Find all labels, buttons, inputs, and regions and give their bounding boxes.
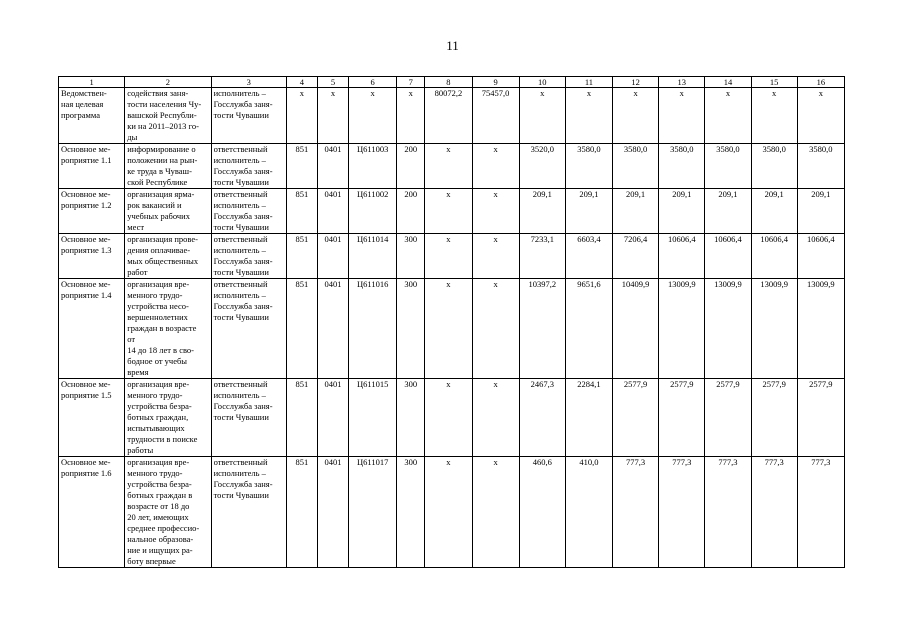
status-cell (59, 457, 125, 568)
value-cell: 7206,4 (613, 234, 659, 279)
column-header: 14 (705, 77, 751, 88)
value-cell: 777,3 (705, 457, 751, 568)
column-header: 16 (797, 77, 844, 88)
value-cell: 209,1 (519, 189, 565, 234)
value-cell: х (397, 88, 425, 144)
cell-text: ответственный исполнитель – Госслужба заня- тости Чувашии (213, 234, 273, 277)
column-header: 8 (425, 77, 472, 88)
value-cell: 3520,0 (519, 144, 565, 189)
value-cell: 2577,9 (797, 379, 844, 457)
value-cell: Ц611017 (349, 457, 397, 568)
value-cell: Ц611014 (349, 234, 397, 279)
cell-text: Основное ме- роприятие 1.4 (61, 279, 112, 300)
value-cell: 777,3 (659, 457, 705, 568)
value-cell: 209,1 (659, 189, 705, 234)
value-cell: Ц611016 (349, 279, 397, 379)
value-cell: 0401 (317, 189, 348, 234)
table-body (59, 77, 845, 568)
cell-text: Ведомствен- ная целевая программа (61, 88, 107, 120)
column-header: 9 (472, 77, 519, 88)
cell-text: Основное ме- роприятие 1.3 (61, 234, 112, 255)
name-cell (125, 457, 211, 568)
value-cell: 851 (286, 457, 317, 568)
value-cell: 209,1 (797, 189, 844, 234)
value-cell: 2577,9 (751, 379, 797, 457)
value-cell: х (613, 88, 659, 144)
status-cell (59, 379, 125, 457)
value-cell: 777,3 (613, 457, 659, 568)
value-cell: 300 (397, 279, 425, 379)
status-cell (59, 279, 125, 379)
value-cell: 3580,0 (613, 144, 659, 189)
value-cell: х (472, 379, 519, 457)
value-cell: х (659, 88, 705, 144)
value-cell: 300 (397, 234, 425, 279)
column-header: 12 (613, 77, 659, 88)
budget-table (58, 76, 845, 568)
value-cell: х (565, 88, 612, 144)
value-cell: 2577,9 (705, 379, 751, 457)
value-cell: 0401 (317, 379, 348, 457)
column-header: 2 (125, 77, 211, 88)
value-cell: х (425, 379, 472, 457)
column-header: 6 (349, 77, 397, 88)
value-cell: 13009,9 (659, 279, 705, 379)
table-row (59, 88, 845, 144)
executor-cell (211, 189, 286, 234)
value-cell: 200 (397, 144, 425, 189)
value-cell: х (425, 189, 472, 234)
value-cell: х (519, 88, 565, 144)
name-cell (125, 189, 211, 234)
value-cell: 209,1 (705, 189, 751, 234)
value-cell: 10606,4 (705, 234, 751, 279)
column-header: 3 (211, 77, 286, 88)
value-cell: х (425, 457, 472, 568)
value-cell: х (317, 88, 348, 144)
value-cell: 300 (397, 379, 425, 457)
value-cell: 3580,0 (659, 144, 705, 189)
name-cell (125, 279, 211, 379)
value-cell: Ц611015 (349, 379, 397, 457)
value-cell: х (425, 144, 472, 189)
value-cell: 200 (397, 189, 425, 234)
table-row (59, 234, 845, 279)
table-row (59, 144, 845, 189)
table-row (59, 279, 845, 379)
value-cell: 10409,9 (613, 279, 659, 379)
value-cell: 0401 (317, 279, 348, 379)
status-cell (59, 189, 125, 234)
value-cell: 209,1 (613, 189, 659, 234)
value-cell: х (286, 88, 317, 144)
value-cell: х (472, 189, 519, 234)
executor-cell (211, 457, 286, 568)
value-cell: 13009,9 (705, 279, 751, 379)
cell-text: ответственный исполнитель – Госслужба заня- тости Чувашии (213, 379, 273, 422)
table-row (59, 379, 845, 457)
value-cell: х (472, 279, 519, 379)
cell-text: ответственный исполнитель – Госслужба заня- тости Чувашии (213, 457, 273, 500)
value-cell: 209,1 (565, 189, 612, 234)
value-cell: 300 (397, 457, 425, 568)
value-cell: 851 (286, 234, 317, 279)
value-cell: 7233,1 (519, 234, 565, 279)
table-row (59, 457, 845, 568)
name-cell (125, 379, 211, 457)
cell-text: Основное ме- роприятие 1.5 (61, 379, 112, 400)
table-row (59, 189, 845, 234)
name-cell (125, 234, 211, 279)
status-cell (59, 144, 125, 189)
cell-text: организация вре- менного трудо- устройства несо- вершеннолетних граждан в возрасте от 14 до 18 лет в сво- бодное от учебы время (127, 279, 197, 377)
value-cell: 851 (286, 279, 317, 379)
value-cell: 0401 (317, 234, 348, 279)
value-cell: 75457,0 (472, 88, 519, 144)
cell-text: исполнитель – Госслужба заня- тости Чувашии (213, 88, 273, 120)
value-cell: х (425, 279, 472, 379)
column-header: 11 (565, 77, 612, 88)
value-cell: Ц611003 (349, 144, 397, 189)
value-cell: 0401 (317, 144, 348, 189)
executor-cell (211, 144, 286, 189)
value-cell: 80072,2 (425, 88, 472, 144)
value-cell: 0401 (317, 457, 348, 568)
value-cell: 3580,0 (565, 144, 612, 189)
cell-text: информирование о положении на рын- ке труда в Чуваш- ской Республике (127, 144, 198, 187)
value-cell: 851 (286, 144, 317, 189)
status-cell (59, 234, 125, 279)
header-row (59, 77, 845, 88)
value-cell: 2577,9 (659, 379, 705, 457)
executor-cell (211, 234, 286, 279)
value-cell: 777,3 (751, 457, 797, 568)
value-cell: 851 (286, 379, 317, 457)
value-cell: 3580,0 (797, 144, 844, 189)
value-cell: 209,1 (751, 189, 797, 234)
cell-text: организация вре- менного трудо- устройства безра- ботных граждан в возрасте от 18 до 20 лет, имеющих среднее профессио- нальное образова- ние и ищущих ра- боту впервые (127, 457, 200, 566)
value-cell: х (349, 88, 397, 144)
value-cell: 6603,4 (565, 234, 612, 279)
value-cell: х (472, 144, 519, 189)
cell-text: ответственный исполнитель – Госслужба заня- тости Чувашии (213, 144, 273, 187)
value-cell: х (425, 234, 472, 279)
value-cell: 3580,0 (705, 144, 751, 189)
cell-text: ответственный исполнитель – Госслужба заня- тости Чувашии (213, 279, 273, 322)
executor-cell (211, 279, 286, 379)
value-cell: 10606,4 (659, 234, 705, 279)
value-cell: 10606,4 (751, 234, 797, 279)
cell-text: Основное ме- роприятие 1.2 (61, 189, 112, 210)
cell-text: Основное ме- роприятие 1.6 (61, 457, 112, 478)
executor-cell (211, 379, 286, 457)
value-cell: х (705, 88, 751, 144)
column-header: 5 (317, 77, 348, 88)
value-cell: х (797, 88, 844, 144)
column-header: 1 (59, 77, 125, 88)
value-cell: х (751, 88, 797, 144)
cell-text: организация прове- дения оплачивае- мых общественных работ (127, 234, 199, 277)
page-number: 11 (446, 38, 459, 53)
value-cell: х (472, 234, 519, 279)
executor-cell (211, 88, 286, 144)
value-cell: х (472, 457, 519, 568)
column-header: 7 (397, 77, 425, 88)
cell-text: организация ярма- рок вакансий и учебных рабочих мест (127, 189, 195, 232)
value-cell: 10397,2 (519, 279, 565, 379)
name-cell (125, 144, 211, 189)
value-cell: 851 (286, 189, 317, 234)
column-header: 13 (659, 77, 705, 88)
value-cell: 460,6 (519, 457, 565, 568)
value-cell: 2284,1 (565, 379, 612, 457)
cell-text: ответственный исполнитель – Госслужба заня- тости Чувашии (213, 189, 273, 232)
name-cell (125, 88, 211, 144)
cell-text: Основное ме- роприятие 1.1 (61, 144, 112, 165)
value-cell: 2577,9 (613, 379, 659, 457)
value-cell: Ц611002 (349, 189, 397, 234)
value-cell: 13009,9 (797, 279, 844, 379)
value-cell: 13009,9 (751, 279, 797, 379)
column-header: 10 (519, 77, 565, 88)
value-cell: 3580,0 (751, 144, 797, 189)
cell-text: содействия заня- тости населения Чу- вашской Республи- ки на 2011–2013 го- ды (127, 88, 202, 142)
column-header: 15 (751, 77, 797, 88)
value-cell: 2467,3 (519, 379, 565, 457)
column-header: 4 (286, 77, 317, 88)
value-cell: 9651,6 (565, 279, 612, 379)
value-cell: 410,0 (565, 457, 612, 568)
value-cell: 10606,4 (797, 234, 844, 279)
value-cell: 777,3 (797, 457, 844, 568)
cell-text: организация вре- менного трудо- устройства безра- ботных граждан, испытывающих трудности в поиске работы (127, 379, 198, 455)
status-cell (59, 88, 125, 144)
